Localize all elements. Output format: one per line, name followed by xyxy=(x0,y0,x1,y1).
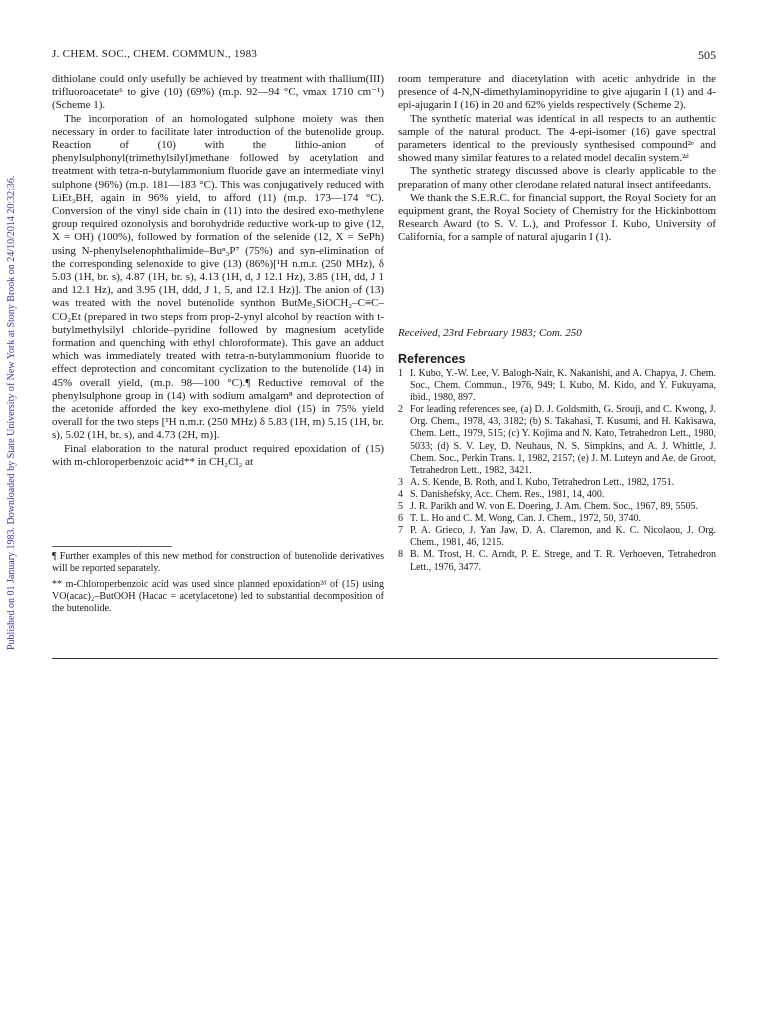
reference-number: 4 xyxy=(398,488,403,500)
paragraph: The synthetic material was identical in all respects to an authentic sample of the natural product. The 4-epi-isomer (16) gave spectral parameters identical to the previously synthesised compound²ᵉ and showed many similar features to a related model decalin system.²ᵈ xyxy=(398,112,716,165)
reference-item xyxy=(398,549,716,573)
bottom-divider xyxy=(52,658,718,659)
reference-list xyxy=(398,368,716,574)
paragraph: room temperature and diacetylation with acetic anhydride in the presence of 4-N,N-dimethylaminopyridine to give ajugarin I (1) and 4-epi-ajugarin I (16) in 20 and 62% yields respectively (Scheme 2). xyxy=(398,73,716,112)
reference-number: 2 xyxy=(398,404,403,416)
reference-text: T. L. Ho and C. M. Wong, Can. J. Chem., 1972, 50, 3740. xyxy=(410,513,642,525)
paragraph: Final elaboration to the natural product required epoxidation of (15) with m-chloroperbenzoic acid** in CH₂Cl₂ at xyxy=(52,442,384,468)
reference-item xyxy=(398,525,716,549)
paragraph: dithiolane could only usefully be achieved by treatment with thallium(III) trifluoroacetate⁶ to give (10) (69%) (m.p. 92—94 °C, νmax 1710 cm⁻¹) (Scheme 1). xyxy=(52,73,384,112)
left-column xyxy=(52,73,384,469)
footnote: ** m-Chloroperbenzoic acid was used since planned epoxidation²ᵈ of (15) using VO(acac)₂–ButOOH (Hacac = acetylacetone) led to substantial decomposition of the butenolide. xyxy=(52,579,384,614)
download-watermark-text: Published on 01 January 1983. Downloaded by State University of New York at Stony Brook on 24/10/2014 20:32:36. xyxy=(6,175,17,650)
received-date: Received, 23rd February 1983; Com. 250 xyxy=(398,327,582,339)
reference-text: J. R. Parikh and W. von E. Doering, J. Am. Chem. Soc., 1967, 89, 5505. xyxy=(410,501,699,513)
reference-text: B. M. Trost, H. C. Arndt, P. E. Strege, and T. R. Verhoeven, Tetrahedron Lett., 1976, 3477. xyxy=(410,549,716,573)
right-column xyxy=(398,73,716,245)
footnotes xyxy=(52,546,384,619)
reference-item xyxy=(398,513,716,525)
download-watermark xyxy=(0,95,22,650)
paragraph: We thank the S.E.R.C. for financial support, the Royal Society for an equipment grant, the Royal Society of Chemistry for the Hickinbottom Research Award (to S. V. L.), and Professor I. Kubo, University of California, for a sample of natural ajugarin I (1). xyxy=(398,191,716,244)
reference-number: 3 xyxy=(398,476,403,488)
page-header xyxy=(52,48,716,64)
reference-item xyxy=(398,404,716,477)
reference-number: 8 xyxy=(398,549,403,561)
reference-number: 5 xyxy=(398,501,403,513)
reference-text: A. S. Kende, B. Roth, and I. Kubo, Tetrahedron Lett., 1982, 1751. xyxy=(410,476,675,488)
paragraph: The incorporation of an homologated sulphone moiety was then necessary in order to facilitate later introduction of the butenolide group. Reaction of (10) with the lithio-anion of phenylsulphonyl(trimethylsilyl)methane followed by acetylation and treatment with tetra-n-butylammonium fluoride gave an intermediate vinyl sulphone (96%) (m.p. 181—183 °C). This was conjugatively reduced with LiEt₃BH, again in 96% yield, to afford (11) (m.p. 173—174 °C). Conversion of the vinyl side chain in (11) into the desired exo-methylene group required ozonolysis and borohydride reductive work-up to give (12, X = OH) (100%), followed by formation of the selenide (12, X = SePh) using N-phenylselenophthalimide–Buⁿ₃P⁷ (75%) and syn-elimination of the corresponding selenoxide to give (13) (86%)[¹H n.m.r. (250 MHz), δ 5.03 (1H, br. s), 4.87 (1H, br. s), 4.13 (1H, d, J 12.1 Hz), 3.85 (1H, dd, J 1 and 12.1 Hz), and 3.95 (1H, ddd, J 1, 5, and 12.1 Hz)]. The anion of (13) was treated with the novel butenolide synthon ButMe₂SiOCH₂–C≡C–CO₂Et (prepared in two steps from prop-2-ynyl alcohol by reaction with t-butylmethylsilyl chloride–pyridine followed by magnesium acetylide formation and quenching with ethyl chloroformate). This gave an adduct which was immediately treated with tetra-n-butylammonium fluoride to effect deprotection and concomitant cyclization to the butenolide (14) in 45% overall yield, (m.p. 98—100 °C).¶ Reductive removal of the phenylsulphone group in (14) with sodium amalgam⁸ and deprotection of the acetonide afforded the key exo-methylene diol (15) in 75% yield overall for the two steps [¹H n.m.r. (250 MHz) δ 5.83 (1H, m) 5.15 (1H, br. s), 5.02 (1H, br. s), and 4.73 (2H, m)]. xyxy=(52,112,384,442)
reference-item xyxy=(398,501,716,513)
references-heading: References xyxy=(398,352,466,366)
reference-text: S. Danishefsky, Acc. Chem. Res., 1981, 14, 400. xyxy=(410,488,605,500)
footnote-divider xyxy=(52,546,172,547)
reference-item xyxy=(398,489,716,501)
reference-item xyxy=(398,477,716,489)
reference-text: I. Kubo, Y.-W. Lee, V. Balogh-Nair, K. Nakanishi, and A. Chapya, J. Chem. Soc., Chem. Commun., 1976, 949; I. Kubo, M. Kido, and Y. Fukuyama, ibid., 1980, 897. xyxy=(410,368,716,404)
journal-running-head: J. CHEM. SOC., CHEM. COMMUN., 1983 xyxy=(52,48,258,60)
footnote: ¶ Further examples of this new method for construction of butenolide derivatives will be reported separately. xyxy=(52,551,384,574)
reference-text: P. A. Grieco, J. Yan Jaw, D. A. Claremon, and K. C. Nicolaou, J. Org. Chem., 1981, 46, 1215. xyxy=(410,525,716,549)
reference-text: For leading references see, (a) D. J. Goldsmith, G. Srouji, and C. Kwong, J. Org. Chem., 1978, 43, 3182; (b) S. Takahasi, T. Kusumi, and H. Kakisawa, Chem. Lett., 1979, 515; (c) Y. Kojima and N. Kato, Tetrahedron Lett., 1980, 5033; (d) S. V. Ley, D. Neuhaus, N. S. Simpkins, and A. J. Whittle, J. Chem. Soc., Perkin Trans. 1, 1982, 2157; (e) J. M. Luteyn and Ae. de Groot, Tetrahedron Lett., 1982, 3421. xyxy=(410,404,716,476)
reference-number: 6 xyxy=(398,513,403,525)
reference-number: 1 xyxy=(398,368,403,379)
paragraph: The synthetic strategy discussed above is clearly applicable to the preparation of many other clerodane related natural insect antifeedants. xyxy=(398,165,716,191)
reference-number: 7 xyxy=(398,525,403,537)
page-number: 505 xyxy=(698,48,716,62)
reference-item xyxy=(398,368,716,404)
